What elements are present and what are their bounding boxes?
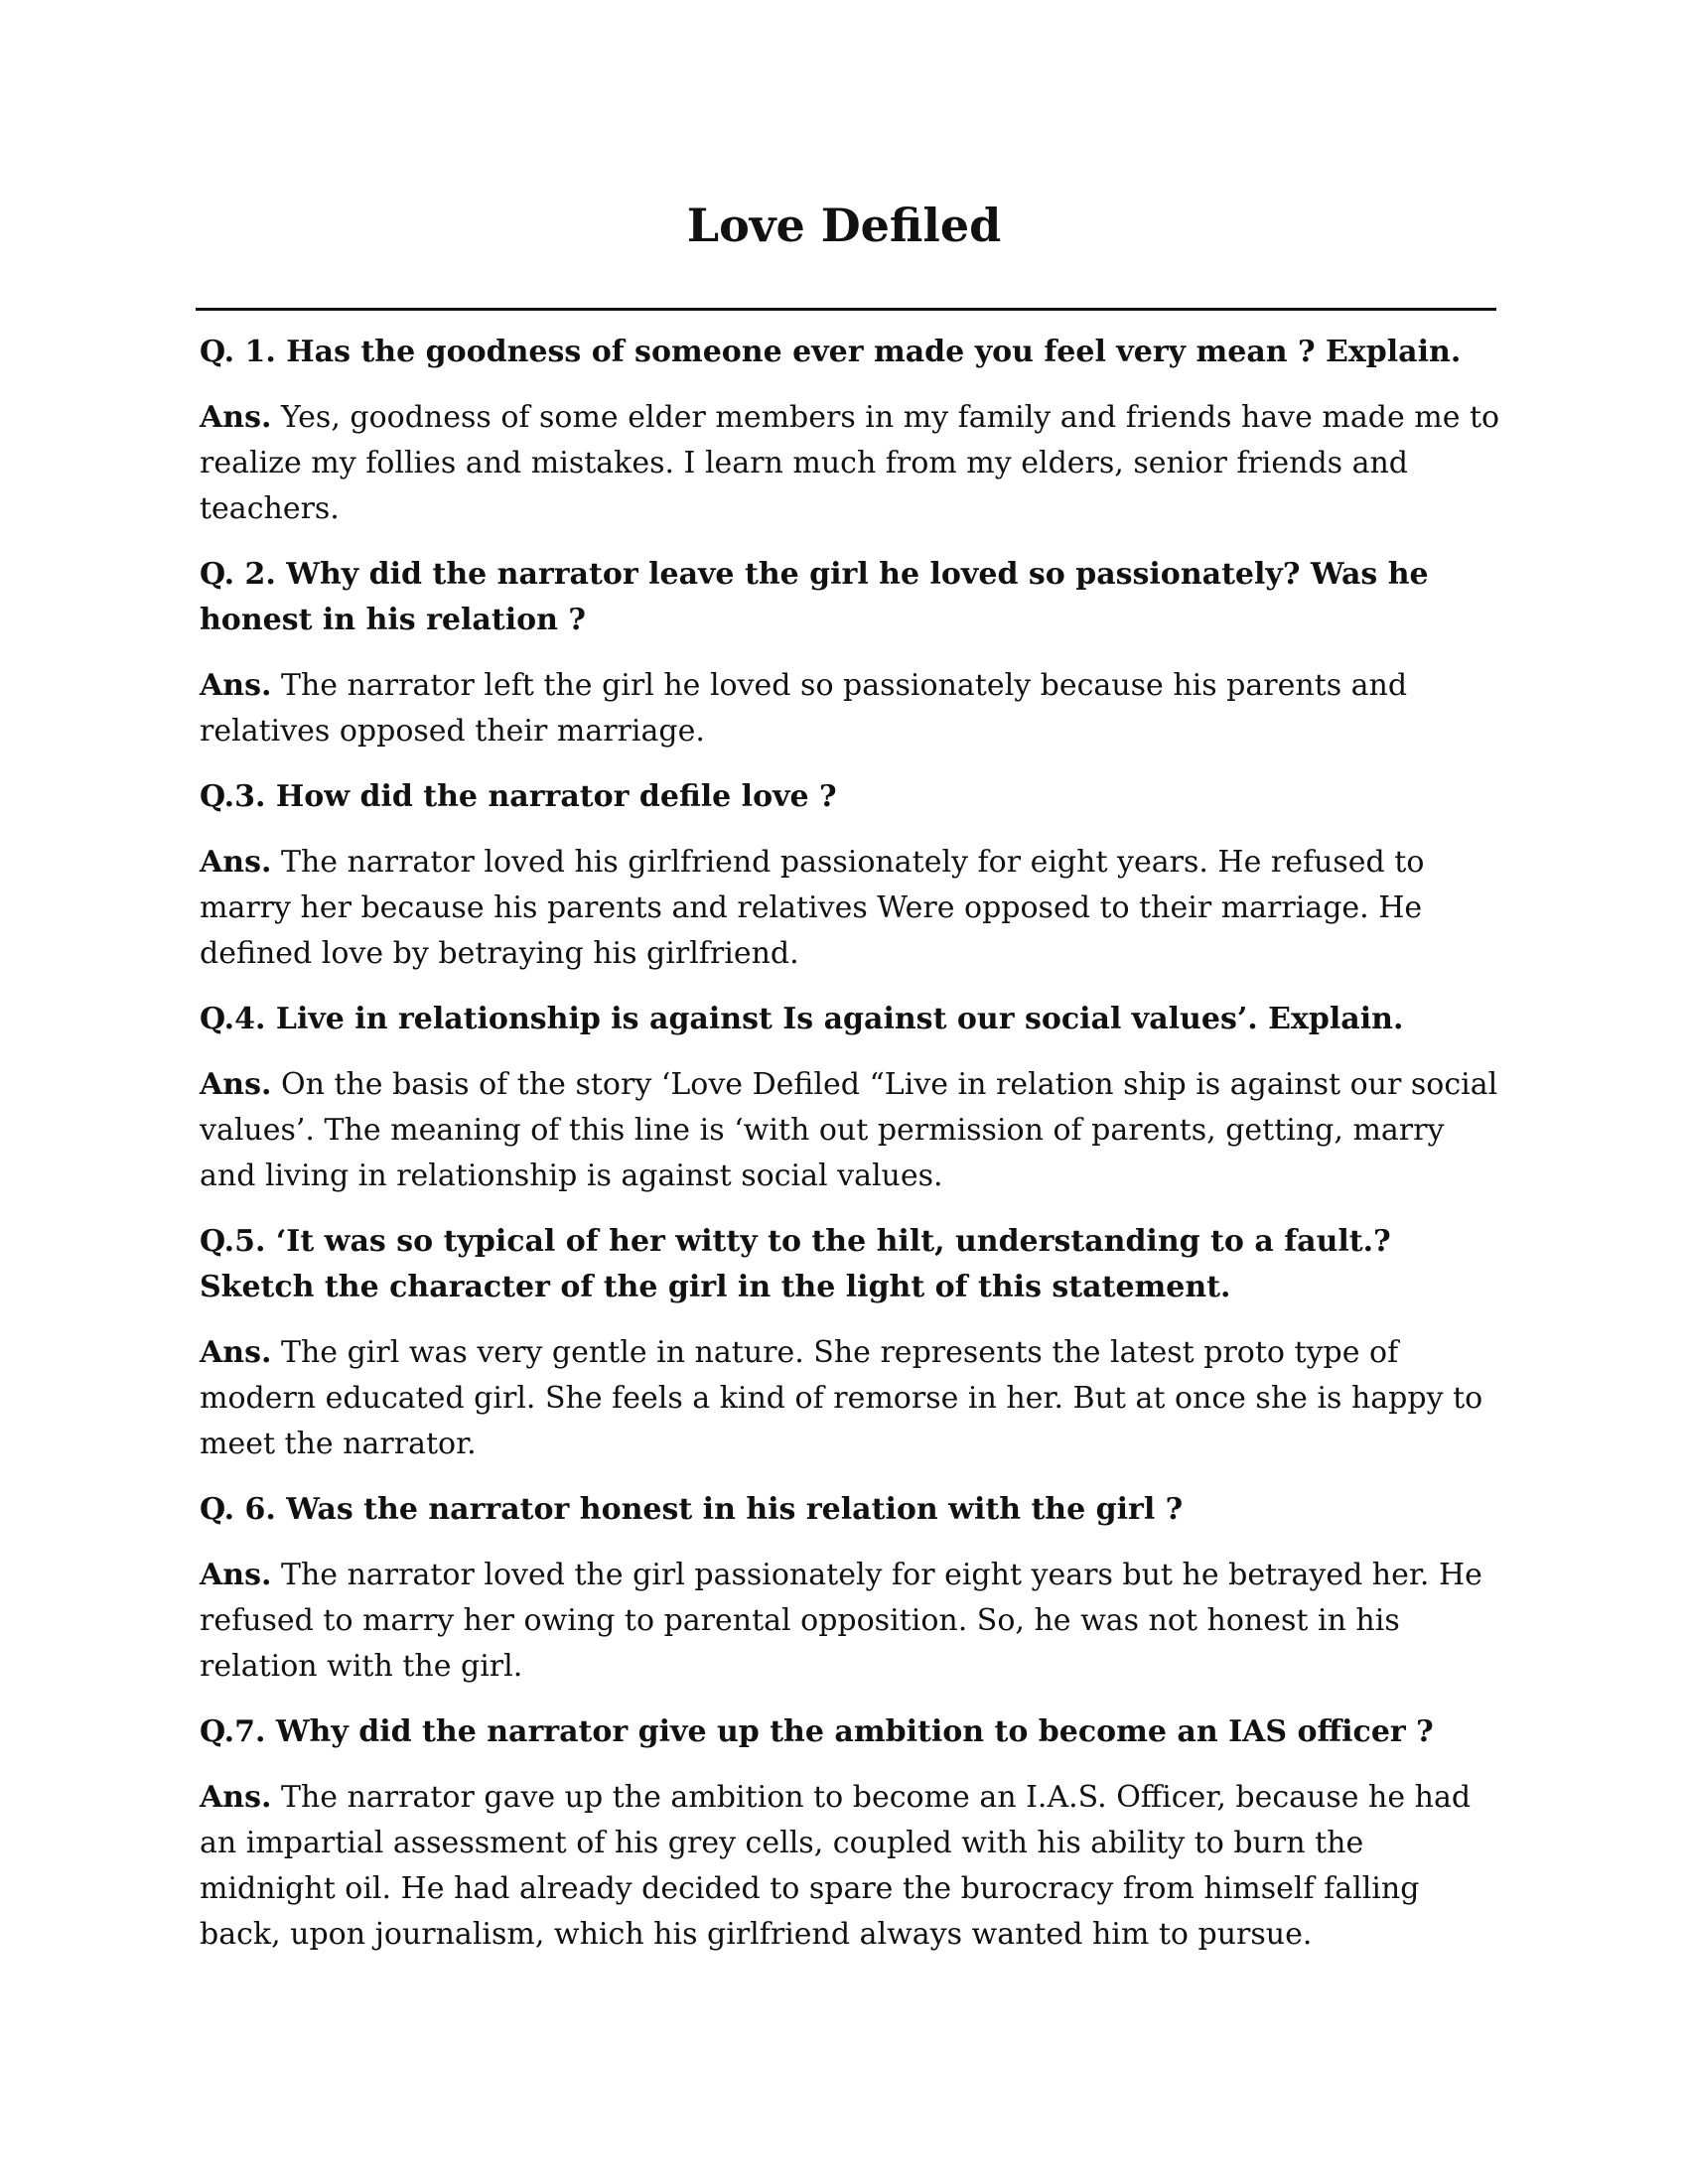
answer-text: The girl was very gentle in nature. She represents the latest proto type of modern educated girl. She feels a kind of remorse in her. But at once she is happy to meet the narrator. — [200, 1335, 1483, 1461]
answer-2 — [200, 663, 1500, 754]
title-divider — [196, 308, 1496, 311]
answer-text: The narrator gave up the ambition to become an I.A.S. Officer, because he had an impartial assessment of his grey cells, coupled with his ability to burn the midnight oil. He had already decided to spare the burocracy from himself falling back, upon journalism, which his girlfriend always wanted him to pursue. — [200, 1780, 1472, 1952]
answer-1 — [200, 395, 1500, 532]
answer-5 — [200, 1330, 1500, 1467]
qa-list — [200, 330, 1500, 1978]
question-4: Q.4. Live in relationship is against Is against our social values’. Explain. — [200, 1002, 1404, 1036]
answer-label: Ans. — [200, 1780, 272, 1815]
answer-text: The narrator loved the girl passionately for eight years but he betrayed her. He refused to marry her owing to parental opposition. So, he was not honest in his relation with the girl. — [200, 1558, 1482, 1684]
question-2: Q. 2. Why did the narrator leave the girl he loved so passionately? Was he honest in his relation ? — [200, 557, 1429, 637]
answer-7 — [200, 1775, 1500, 1958]
question-1: Q. 1. Has the goodness of someone ever made you feel very mean ? Explain. — [200, 335, 1462, 369]
answer-6 — [200, 1553, 1500, 1690]
question-3: Q.3. How did the narrator defile love ? — [200, 779, 837, 814]
answer-label: Ans. — [200, 668, 272, 703]
answer-label: Ans. — [200, 1335, 272, 1370]
answer-text: The narrator left the girl he loved so passionately because his parents and relatives opposed their marriage. — [200, 668, 1408, 749]
qa-item-2 — [200, 552, 1500, 754]
qa-item-6 — [200, 1487, 1500, 1690]
answer-label: Ans. — [200, 845, 272, 880]
answer-label: Ans. — [200, 1067, 272, 1102]
answer-text: Yes, goodness of some elder members in my family and friends have made me to realize my follies and mistakes. I learn much from my elders, senior friends and teachers. — [200, 400, 1500, 526]
answer-4 — [200, 1062, 1500, 1199]
qa-item-1 — [200, 330, 1500, 532]
question-5: Q.5. ‘It was so typical of her witty to the hilt, understanding to a fault.? Sketch the character of the girl in the light of this statement. — [200, 1224, 1391, 1304]
question-7: Q.7. Why did the narrator give up the ambition to become an IAS officer ? — [200, 1714, 1434, 1749]
answer-text: The narrator loved his girlfriend passionately for eight years. He refused to marry her because his parents and relatives Were opposed to their marriage. He defined love by betraying his girlfriend. — [200, 845, 1425, 971]
answer-text: On the basis of the story ‘Love Defiled “Live in relation ship is against our social values’. The meaning of this line is ‘with out permission of parents, getting, marry and living in relationship is against social values. — [200, 1067, 1498, 1193]
qa-item-3 — [200, 774, 1500, 977]
qa-item-4 — [200, 997, 1500, 1199]
answer-label: Ans. — [200, 1558, 272, 1592]
page-title: Love Defiled — [686, 199, 1002, 252]
answer-3 — [200, 840, 1500, 977]
question-6: Q. 6. Was the narrator honest in his relation with the girl ? — [200, 1492, 1184, 1527]
qa-item-5 — [200, 1219, 1500, 1467]
qa-item-7 — [200, 1709, 1500, 1958]
answer-label: Ans. — [200, 400, 272, 435]
